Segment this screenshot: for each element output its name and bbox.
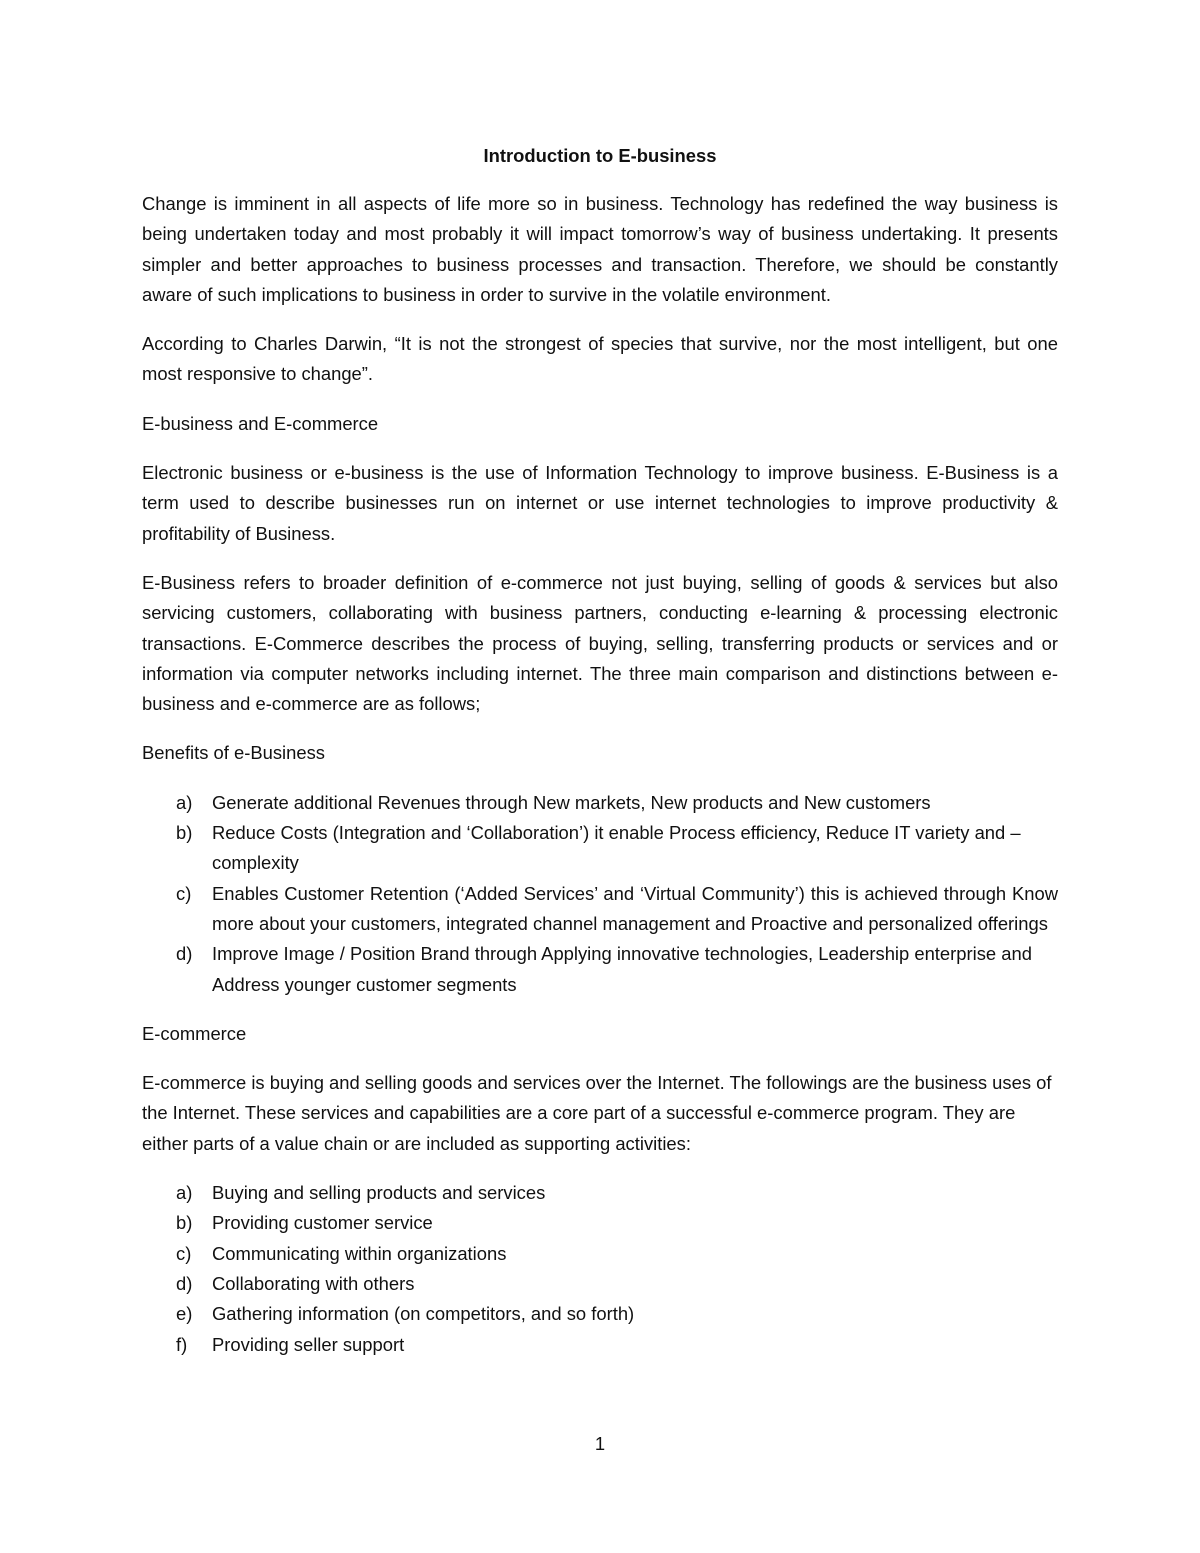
page-number: 1 [594,1433,606,1454]
list-marker: b) [176,1212,193,1234]
list-item-text: Gathering information (on competitors, and so forth) [212,1303,635,1325]
list-marker: d) [176,943,193,965]
list-marker: f) [176,1333,188,1355]
list-item-text: Enables Customer Retention (‘Added Services’ and ‘Virtual Community’) this is achieved through Know more about your customers, integrated channel management and Proactive and personalized offerings [212,882,1058,934]
list-item [142,939,1058,1000]
list-item-text: Collaborating with others [212,1272,415,1294]
list-item [142,1330,1058,1360]
document-title: Introduction to E-business [483,145,717,166]
list-item [142,1269,1058,1299]
list-item-text: Improve Image / Position Brand through Applying innovative technologies, Leadership enterprise and Address younger customer segments [212,943,1032,995]
ecommerce-paragraph: E-commerce is buying and selling goods and services over the Internet. The followings are the business uses of the Internet. These services and capabilities are a core part of a successful e-commerce program. They are either parts of a value chain or are included as supporting activities: [142,1072,1052,1154]
ebusiness-broader-paragraph: E-Business refers to broader definition of e-commerce not just buying, selling of goods & services but also servicing customers, collaborating with business partners, conducting e-learning & processing electronic transactions. E-Commerce describes the process of buying, selling, transferring products or services and or information via computer networks including internet. The three main comparison and distinctions between e-business and e-commerce are as follows; [142,571,1058,715]
benefits-list [142,788,1058,1000]
list-item [142,1208,1058,1238]
list-marker: a) [176,791,193,813]
list-item [142,788,1058,818]
list-marker: a) [176,1182,193,1204]
page-content [142,141,1058,1379]
list-marker: c) [176,882,192,904]
list-marker: b) [176,822,193,844]
ecommerce-uses-list [142,1178,1058,1360]
list-item [142,818,1058,879]
list-item-text: Communicating within organizations [212,1242,507,1264]
section-heading-ecommerce: E-commerce [142,1022,247,1044]
list-marker: e) [176,1303,193,1325]
ebusiness-definition-paragraph: Electronic business or e-business is the use of Information Technology to improve business. E-Business is a term used to describe businesses run on internet or use internet technologies to improve productivity & profitability of Business. [142,462,1058,544]
list-item [142,1299,1058,1329]
list-item-text: Reduce Costs (Integration and ‘Collaboration’) it enable Process efficiency, Reduce IT variety and –complexity [212,822,1021,874]
list-item [142,879,1058,940]
list-marker: d) [176,1272,193,1294]
section-heading-benefits: Benefits of e-Business [142,742,325,764]
list-item-text: Providing customer service [212,1212,433,1234]
section-heading-ebusiness-ecommerce: E-business and E-commerce [142,412,379,434]
list-item-text: Generate additional Revenues through New markets, New products and New customers [212,791,931,813]
list-item [142,1239,1058,1269]
list-item [142,1178,1058,1208]
list-item-text: Buying and selling products and services [212,1182,546,1204]
list-marker: c) [176,1242,192,1264]
list-item-text: Providing seller support [212,1333,405,1355]
intro-paragraph: Change is imminent in all aspects of life more so in business. Technology has redefined the way business is being undertaken today and most probably it will impact tomorrow’s way of business undertaking. It presents simpler and better approaches to business processes and transaction. Therefore, we should be constantly aware of such implications to business in order to survive in the volatile environment. [142,193,1058,305]
darwin-quote-paragraph: According to Charles Darwin, “It is not the strongest of species that survive, nor the most intelligent, but one most responsive to change”. [142,333,1058,385]
